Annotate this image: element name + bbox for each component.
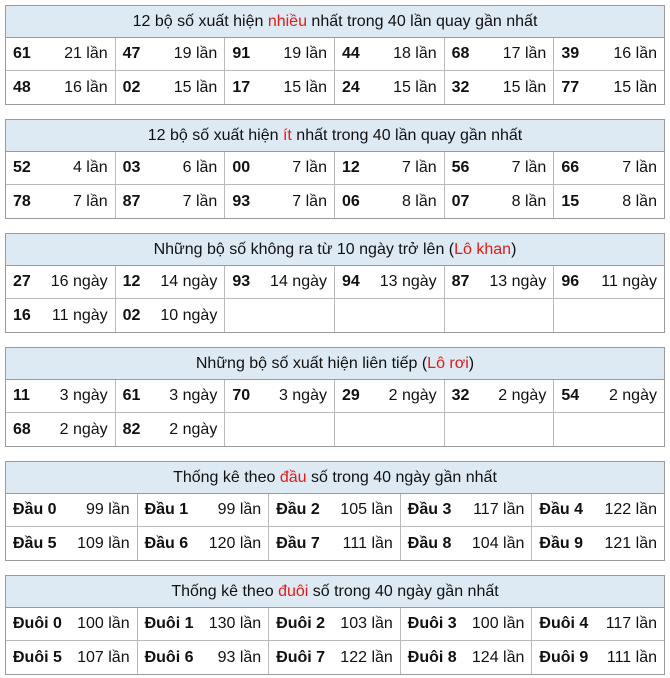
stat-count: 111 lần	[342, 534, 393, 552]
stat-number: Đầu 8	[407, 534, 452, 552]
least-frequent-title	[6, 120, 664, 152]
lo-roi-table	[5, 347, 665, 447]
lo-khan-table	[5, 233, 665, 333]
stat-number: Đuôi 4	[539, 615, 589, 632]
stat-number: Đuôi 7	[276, 648, 326, 666]
stat-count: 3 ngày	[278, 387, 327, 404]
stat-number: Đuôi 6	[144, 648, 194, 666]
stat-cell	[445, 380, 555, 413]
empty-cell	[225, 299, 335, 332]
title-suffix: số trong 40 ngày gần nhất	[306, 469, 497, 486]
stat-count: 14 ngày	[160, 273, 218, 290]
stat-number: 12	[341, 159, 360, 176]
stat-number: Đầu 4	[539, 501, 583, 518]
stat-number: 93	[232, 192, 251, 210]
empty-cell	[554, 413, 664, 446]
stat-cell	[116, 38, 226, 71]
stat-cell	[225, 380, 335, 413]
stat-count: 104 lần	[471, 534, 525, 552]
tail-digit-table	[5, 575, 665, 675]
title-prefix: Thống kê theo	[171, 583, 279, 600]
stat-count: 8 lần	[622, 192, 657, 210]
stat-number: 00	[232, 159, 251, 176]
least-frequent-table	[5, 119, 665, 219]
stat-count: 111 lần	[606, 648, 657, 666]
lo-roi-grid	[6, 380, 664, 446]
stat-count: 7 lần	[622, 159, 657, 176]
stat-cell	[532, 527, 664, 560]
stat-count: 100 lần	[471, 615, 525, 632]
stat-count: 6 lần	[182, 159, 218, 176]
stat-number: Đuôi 1	[144, 615, 194, 632]
stat-number: 61	[122, 387, 141, 404]
stat-number: 70	[232, 387, 251, 404]
stat-cell	[445, 38, 555, 71]
title-suffix: nhất trong 40 lần quay gần nhất	[306, 13, 538, 30]
stat-cell	[532, 494, 664, 527]
stat-cell	[335, 71, 445, 104]
stat-cell	[401, 527, 533, 560]
stat-count: 7 lần	[292, 159, 327, 176]
stat-count: 130 lần	[208, 615, 262, 632]
stat-cell	[138, 641, 270, 674]
stat-number: 03	[122, 159, 141, 176]
stat-number: Đuôi 2	[276, 615, 326, 632]
stat-count: 13 ngày	[379, 273, 437, 290]
stat-count: 109 lần	[77, 534, 130, 552]
stat-count: 11 ngày	[51, 306, 108, 324]
stat-count: 122 lần	[340, 648, 393, 666]
title-prefix: 12 bộ số xuất hiện	[147, 127, 283, 144]
stat-count: 2 ngày	[169, 420, 218, 438]
stat-count: 7 lần	[292, 192, 327, 210]
stat-number: 15	[561, 192, 580, 210]
stat-number: Đầu 5	[13, 534, 57, 552]
stat-cell	[138, 527, 270, 560]
stat-number: Đầu 6	[144, 534, 189, 552]
stat-count: 99 lần	[86, 501, 130, 518]
stat-number: 02	[122, 306, 141, 324]
empty-cell	[335, 413, 445, 446]
stat-number: 56	[451, 159, 470, 176]
stat-cell	[554, 380, 664, 413]
empty-cell	[445, 299, 555, 332]
stat-cell	[6, 527, 138, 560]
head-digit-grid	[6, 494, 664, 560]
stat-count: 18 lần	[393, 45, 437, 62]
stat-cell	[225, 266, 335, 299]
stat-count: 117 lần	[605, 615, 657, 632]
stat-count: 121 lần	[604, 534, 657, 552]
most-frequent-grid	[6, 38, 664, 104]
stat-cell	[6, 152, 116, 185]
title-suffix: nhất trong 40 lần quay gần nhất	[291, 127, 523, 144]
stat-number: Đầu 3	[407, 501, 452, 518]
stat-count: 7 lần	[182, 192, 218, 210]
stat-cell	[225, 185, 335, 218]
stat-count: 117 lần	[473, 501, 525, 518]
stat-cell	[554, 71, 664, 104]
stat-number: 12	[122, 273, 141, 290]
stat-number: 87	[122, 192, 141, 210]
empty-cell	[554, 299, 664, 332]
stat-cell	[116, 266, 226, 299]
stat-cell	[269, 608, 401, 641]
title-prefix: Thống kê theo	[173, 469, 280, 486]
stat-number: 29	[341, 387, 360, 404]
stat-count: 17 lần	[502, 45, 547, 62]
stat-cell	[138, 494, 270, 527]
stat-cell	[335, 380, 445, 413]
stat-cell	[116, 185, 226, 218]
lo-khan-grid	[6, 266, 664, 332]
stat-count: 3 ngày	[169, 387, 218, 404]
stat-cell	[554, 152, 664, 185]
title-prefix: Những bộ số xuất hiện liên tiếp (	[195, 355, 428, 372]
stat-count: 122 lần	[604, 501, 657, 518]
stat-number: 93	[232, 273, 251, 290]
stat-number: 07	[451, 192, 470, 210]
stat-cell	[554, 266, 664, 299]
stat-count: 15 lần	[283, 78, 327, 96]
stat-count: 2 ngày	[388, 387, 437, 404]
stat-count: 13 ngày	[489, 273, 547, 290]
stat-count: 7 lần	[511, 159, 547, 176]
stat-count: 15 lần	[613, 78, 657, 96]
stat-count: 2 ngày	[59, 420, 108, 438]
stat-cell	[6, 185, 116, 218]
stat-count: 8 lần	[511, 192, 547, 210]
stat-count: 93 lần	[217, 648, 262, 666]
stat-count: 19 lần	[283, 45, 327, 62]
stat-number: 61	[13, 45, 31, 62]
stat-number: 78	[13, 192, 31, 210]
stat-cell	[138, 608, 270, 641]
stat-number: Đuôi 3	[407, 615, 457, 632]
stat-cell	[554, 38, 664, 71]
stat-cell	[116, 413, 226, 446]
stat-cell	[6, 380, 116, 413]
stat-cell	[6, 413, 116, 446]
title-prefix: 12 bộ số xuất hiện	[132, 13, 268, 30]
stat-cell	[6, 38, 116, 71]
empty-cell	[335, 299, 445, 332]
stat-count: 21 lần	[64, 45, 108, 62]
stat-cell	[116, 380, 226, 413]
stat-cell	[269, 641, 401, 674]
most-frequent-title	[6, 6, 664, 38]
stat-cell	[116, 152, 226, 185]
stat-number: 87	[451, 273, 470, 290]
title-highlight: nhiều	[267, 13, 307, 30]
stat-number: 54	[561, 387, 580, 404]
most-frequent-table	[5, 5, 665, 105]
least-frequent-grid	[6, 152, 664, 218]
stat-number: 44	[341, 45, 360, 62]
stat-cell	[116, 299, 226, 332]
stat-number: 52	[13, 159, 31, 176]
stat-cell	[335, 185, 445, 218]
stat-number: 47	[122, 45, 141, 62]
stat-number: Đuôi 8	[407, 648, 457, 666]
stat-count: 105 lần	[340, 501, 393, 518]
stat-count: 16 lần	[613, 45, 657, 62]
stat-cell	[554, 185, 664, 218]
title-suffix: số trong 40 ngày gần nhất	[308, 583, 499, 600]
stat-cell	[269, 494, 401, 527]
stat-count: 16 ngày	[50, 273, 108, 290]
stat-number: 68	[451, 45, 470, 62]
stat-count: 11 ngày	[601, 273, 657, 290]
stat-count: 15 lần	[502, 78, 547, 96]
stat-cell	[445, 266, 555, 299]
stat-number: Đầu 2	[276, 501, 320, 518]
stat-count: 14 ngày	[270, 273, 327, 290]
stat-count: 10 ngày	[160, 306, 218, 324]
stat-cell	[225, 152, 335, 185]
stat-count: 15 lần	[393, 78, 437, 96]
stat-number: 16	[13, 306, 31, 324]
stat-number: Đuôi 5	[13, 648, 62, 666]
stat-count: 7 lần	[72, 192, 108, 210]
stat-count: 19 lần	[173, 45, 218, 62]
stat-number: Đầu 1	[144, 501, 189, 518]
stat-count: 4 lần	[72, 159, 108, 176]
stat-cell	[6, 494, 138, 527]
tail-digit-grid	[6, 608, 664, 674]
stat-number: Đuôi 9	[539, 648, 589, 666]
stat-cell	[401, 494, 533, 527]
stat-cell	[445, 185, 555, 218]
stat-number: 24	[341, 78, 360, 96]
stat-count: 8 lần	[401, 192, 437, 210]
stat-cell	[445, 152, 555, 185]
stat-count: 99 lần	[217, 501, 262, 518]
tail-digit-title	[6, 576, 664, 608]
stat-number: 48	[13, 78, 31, 96]
stat-count: 16 lần	[64, 78, 108, 96]
stat-number: 96	[561, 273, 580, 290]
stat-cell	[6, 71, 116, 104]
head-digit-table	[5, 461, 665, 561]
lo-roi-title	[6, 348, 664, 380]
empty-cell	[445, 413, 555, 446]
stat-number: 02	[122, 78, 141, 96]
stat-cell	[401, 608, 533, 641]
title-suffix: )	[511, 241, 517, 258]
stat-cell	[6, 299, 116, 332]
stat-number: 77	[561, 78, 580, 96]
stat-cell	[6, 641, 138, 674]
stat-cell	[445, 71, 555, 104]
title-highlight: Lô rơi	[427, 355, 469, 372]
stat-count: 7 lần	[401, 159, 437, 176]
stat-number: 27	[13, 273, 31, 290]
stat-cell	[269, 527, 401, 560]
stat-count: 100 lần	[77, 615, 130, 632]
stat-cell	[335, 152, 445, 185]
stat-count: 103 lần	[340, 615, 393, 632]
stat-count: 2 ngày	[608, 387, 657, 404]
stat-cell	[335, 38, 445, 71]
stat-cell	[225, 71, 335, 104]
stat-cell	[116, 71, 226, 104]
stat-number: 17	[232, 78, 251, 96]
stat-number: 91	[232, 45, 251, 62]
stat-number: 11	[13, 387, 30, 404]
title-highlight: ít	[282, 127, 292, 144]
stat-count: 124 lần	[471, 648, 525, 666]
stat-number: 06	[341, 192, 360, 210]
title-highlight: Lô khan	[454, 241, 512, 258]
stat-count: 3 ngày	[59, 387, 108, 404]
title-suffix: )	[468, 355, 475, 372]
stat-number: Đầu 7	[276, 534, 320, 552]
title-prefix: Những bộ số không ra từ 10 ngày trở lên (	[153, 241, 455, 258]
stat-number: 32	[451, 387, 470, 404]
stat-count: 120 lần	[208, 534, 262, 552]
stat-cell	[335, 266, 445, 299]
stat-cell	[532, 641, 664, 674]
stat-number: Đầu 9	[539, 534, 583, 552]
stat-cell	[6, 608, 138, 641]
stat-cell	[532, 608, 664, 641]
stat-cell	[225, 38, 335, 71]
stat-count: 107 lần	[77, 648, 130, 666]
stat-number: 94	[341, 273, 360, 290]
stat-count: 15 lần	[173, 78, 218, 96]
stat-number: 82	[122, 420, 141, 438]
stat-number: Đuôi 0	[13, 615, 62, 632]
stat-cell	[6, 266, 116, 299]
stat-number: Đầu 0	[13, 501, 57, 518]
empty-cell	[225, 413, 335, 446]
stat-number: 66	[561, 159, 580, 176]
stat-number: 32	[451, 78, 470, 96]
stat-number: 68	[13, 420, 31, 438]
stat-cell	[401, 641, 533, 674]
head-digit-title	[6, 462, 664, 494]
stat-number: 39	[561, 45, 580, 62]
title-highlight: đầu	[279, 469, 307, 486]
lo-khan-title	[6, 234, 664, 266]
title-highlight: đuôi	[278, 583, 309, 600]
stat-count: 2 ngày	[498, 387, 547, 404]
